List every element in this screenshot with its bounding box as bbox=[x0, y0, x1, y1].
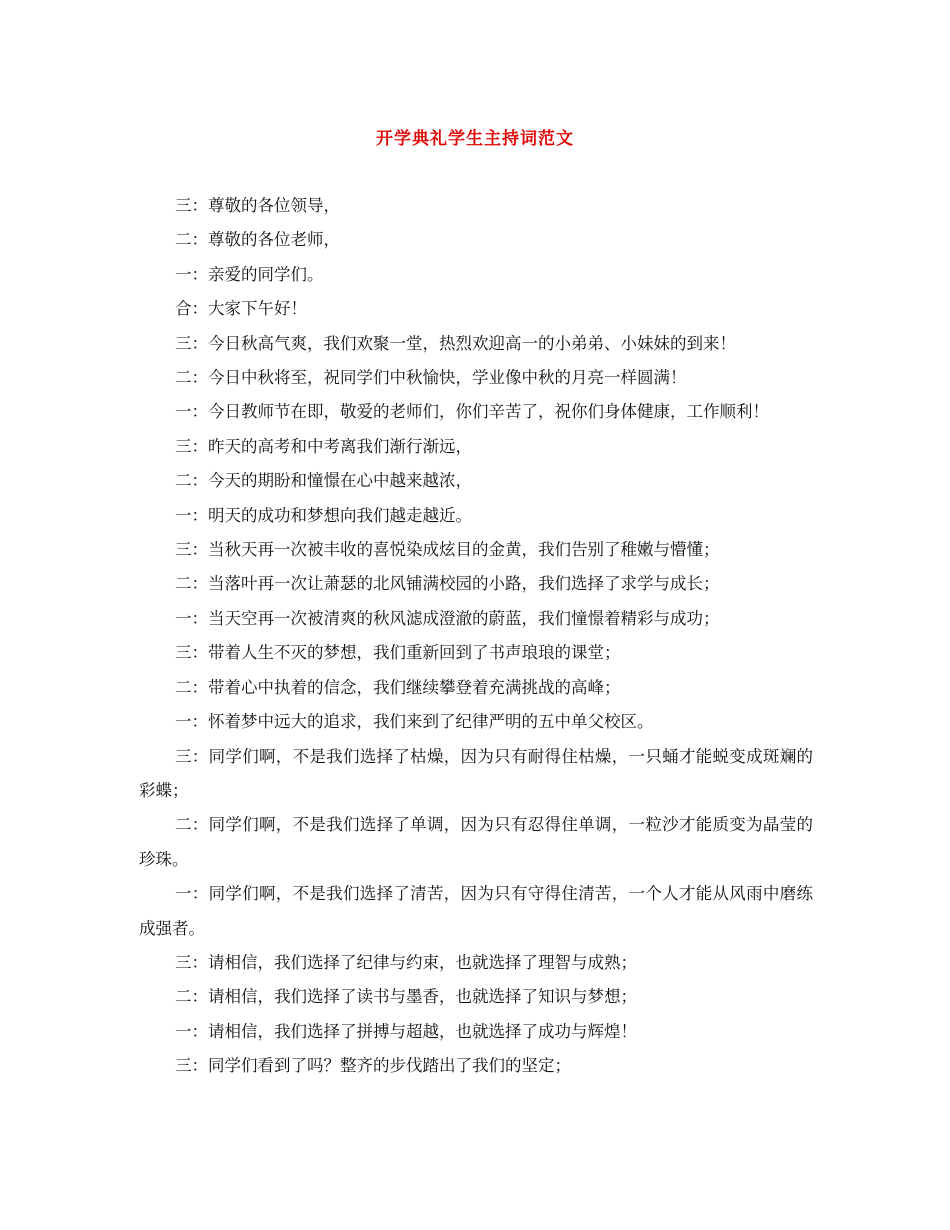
paragraph: 一：请相信，我们选择了拼搏与超越，也就选择了成功与辉煌！ bbox=[175, 1021, 637, 1041]
paragraph: 合：大家下午好！ bbox=[175, 299, 307, 319]
paragraph: 二：今日中秋将至，祝同学们中秋愉快，学业像中秋的月亮一样圆满！ bbox=[175, 368, 687, 388]
paragraph: 三：今日秋高气爽，我们欢聚一堂，热烈欢迎高一的小弟弟、小妹妹的到来！ bbox=[175, 333, 736, 353]
paragraph: 三：尊敬的各位领导， bbox=[175, 196, 340, 215]
paragraph: 二：今天的期盼和憧憬在心中越来越浓， bbox=[175, 471, 472, 491]
paragraph: 二：请相信，我们选择了读书与墨香，也就选择了知识与梦想； bbox=[175, 987, 637, 1007]
paragraph: 三：昨天的高考和中考离我们渐行渐远， bbox=[175, 436, 472, 456]
paragraph: 二：尊敬的各位老师， bbox=[175, 230, 340, 250]
paragraph: 二：当落叶再一次让萧瑟的北风铺满校园的小路，我们选择了求学与成长； bbox=[175, 574, 720, 594]
document-body bbox=[139, 189, 813, 1084]
paragraph: 一：当天空再一次被清爽的秋风滤成澄澈的蔚蓝，我们憧憬着精彩与成功； bbox=[175, 608, 720, 628]
paragraph: 一：同学们啊，不是我们选择了清苦，因为只有守得住清苦，一个人才能从风雨中磨练成强者。 bbox=[139, 884, 813, 938]
page-title: 开学典礼学生主持词范文 bbox=[376, 129, 574, 149]
paragraph: 二：同学们啊，不是我们选择了单调，因为只有忍得住单调，一粒沙才能质变为晶莹的珍珠。 bbox=[139, 815, 813, 869]
paragraph: 三：当秋天再一次被丰收的喜悦染成炫目的金黄，我们告别了稚嫩与懵懂； bbox=[175, 540, 720, 560]
paragraph: 三：带着人生不灭的梦想，我们重新回到了书声琅琅的课堂； bbox=[175, 643, 621, 663]
paragraph: 一：今日教师节在即，敬爱的老师们，你们辛苦了，祝你们身体健康，工作顺利！ bbox=[175, 402, 769, 422]
paragraph: 三：请相信，我们选择了纪律与约束，也就选择了理智与成熟； bbox=[175, 952, 637, 972]
paragraph: 三：同学们啊，不是我们选择了枯燥，因为只有耐得住枯燥，一只蛹才能蜕变成斑斓的彩蝶； bbox=[139, 746, 813, 800]
paragraph: 一：明天的成功和梦想向我们越走越近。 bbox=[175, 505, 472, 525]
paragraph: 一：怀着梦中远大的追求，我们来到了纪律严明的五中单父校区。 bbox=[175, 712, 654, 732]
paragraph: 二：带着心中执着的信念，我们继续攀登着充满挑战的高峰； bbox=[175, 677, 621, 697]
paragraph: 一：亲爱的同学们。 bbox=[175, 264, 324, 284]
paragraph: 三：同学们看到了吗？整齐的步伐踏出了我们的坚定； bbox=[175, 1056, 571, 1076]
